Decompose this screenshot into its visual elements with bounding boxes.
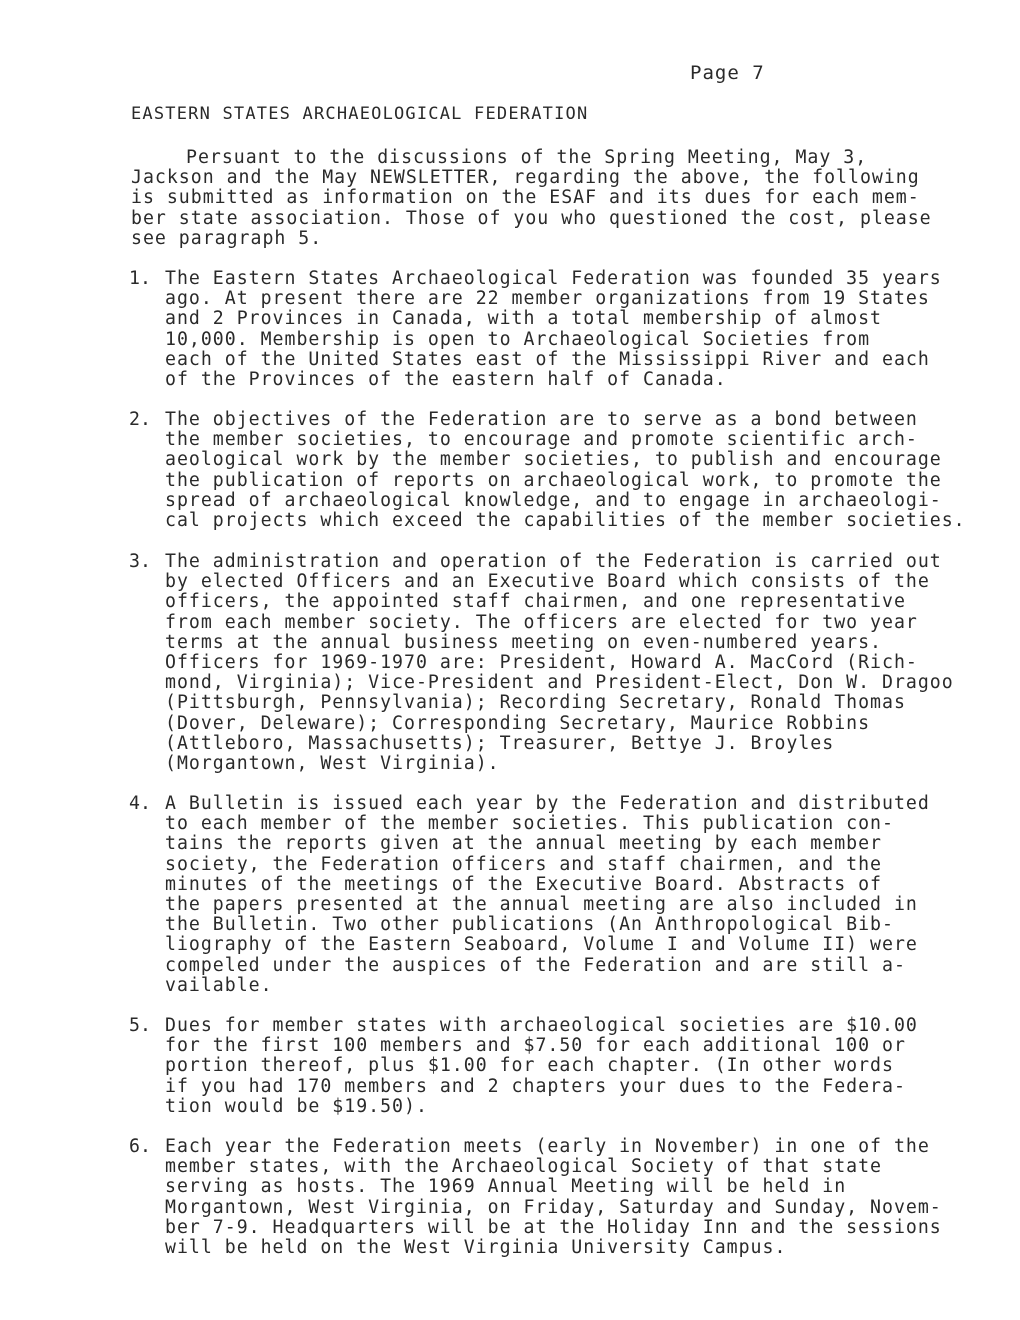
- paragraph-line: (Pittsburgh, Pennsylvania); Recording Secretary, Ronald Thomas: [165, 692, 906, 714]
- paragraph-line: A Bulletin is issued each year by the Federation and distributed: [165, 793, 930, 814]
- paragraph-line: 10,000. Membership is open to Archaeological Societies from: [165, 328, 871, 350]
- paragraph-line: the papers presented at the annual meeting are also included in: [165, 894, 918, 915]
- paragraph-line: will be held on the West Virginia University Campus.: [165, 1237, 787, 1258]
- paragraph-line: Officers for 1969-1970 are: President, Howard A. MacCord (Rich-: [165, 652, 918, 673]
- paragraph-line: if you had 170 members and 2 chapters your dues to the Federa-: [165, 1075, 906, 1097]
- intro-line: is submitted as information on the ESAF and its dues for each mem-: [131, 187, 920, 209]
- intro-line: see paragraph 5.: [131, 227, 323, 249]
- paragraph-line: Morgantown, West Virginia, on Friday, Saturday and Sunday, Novem-: [165, 1196, 942, 1218]
- paragraph-line: ago. At present there are 22 member organizations from 19 States: [165, 288, 930, 310]
- paragraph-line: for the first 100 members and $7.50 for each additional 100 or: [165, 1035, 906, 1057]
- page-number: Page 7: [690, 62, 765, 84]
- paragraph-line: tains the reports given at the annual meeting by each member: [165, 833, 882, 855]
- paragraph-line: by elected Officers and an Executive Board which consists of the: [165, 571, 930, 593]
- paragraph-line: (Morgantown, West Virginia).: [165, 753, 500, 774]
- paragraph-line: tion would be $19.50).: [165, 1095, 428, 1117]
- paragraph-number: 3.: [129, 551, 151, 572]
- paragraph-line: The objectives of the Federation are to serve as a bond between: [165, 409, 918, 430]
- paragraph-line: officers, the appointed staff chairmen, and one representative: [165, 591, 906, 613]
- paragraph-line: to each member of the member societies. This publication con-: [165, 813, 894, 835]
- paragraph-line: portion thereof, plus $1.00 for each chapter. (In other words: [165, 1055, 894, 1077]
- paragraph-line: the publication of reports on archaeological work, to promote the: [165, 469, 942, 491]
- intro-line: Persuant to the discussions of the Spring Meeting, May 3,: [186, 147, 868, 168]
- paragraph-line: cal projects which exceed the capabilities of the member societies.: [165, 510, 966, 531]
- paragraph-line: compeled under the auspices of the Federation and are still a-: [165, 954, 906, 976]
- intro-line: Jackson and the May NEWSLETTER, regarding the above, the following: [131, 167, 920, 189]
- paragraph-line: spread of archaeological knowledge, and to engage in archaeologi-: [165, 489, 942, 511]
- paragraph-line: from each member society. The officers are elected for two year: [165, 611, 918, 633]
- paragraph-line: of the Provinces of the eastern half of Canada.: [165, 369, 727, 390]
- paragraph-number: 2.: [129, 409, 151, 430]
- paragraph-line: liography of the Eastern Seaboard, Volume I and Volume II) were: [165, 934, 918, 956]
- paragraph-line: Dues for member states with archaeological societies are $10.00: [165, 1015, 918, 1036]
- paragraph-number: 4.: [129, 793, 151, 814]
- paragraph-line: terms at the annual business meeting on even-numbered years.: [165, 631, 882, 653]
- paragraph-line: member states, with the Archaeological Society of that state: [165, 1156, 882, 1178]
- paragraph-line: and 2 Provinces in Canada, with a total membership of almost: [165, 308, 882, 330]
- paragraph-line: The Eastern States Archaeological Federation was founded 35 years: [165, 268, 942, 289]
- paragraph-number: 6.: [129, 1136, 151, 1157]
- paragraph-line: the member societies, to encourage and promote scientific arch-: [165, 429, 918, 451]
- paragraph-line: Each year the Federation meets (early in November) in one of the: [165, 1136, 930, 1157]
- paragraph-line: the Bulletin. Two other publications (An Anthropological Bib-: [165, 914, 894, 936]
- paragraph-line: each of the United States east of the Mississippi River and each: [165, 348, 930, 370]
- paragraph-line: vailable.: [165, 974, 273, 996]
- document-heading: EASTERN STATES ARCHAEOLOGICAL FEDERATION: [131, 104, 589, 124]
- paragraph-number: 5.: [129, 1015, 151, 1036]
- paragraph-line: (Dover, Deleware); Corresponding Secretary, Maurice Robbins: [165, 712, 871, 734]
- paragraph-line: (Attleboro, Massachusetts); Treasurer, Bettye J. Broyles: [165, 732, 835, 754]
- paragraph-line: The administration and operation of the Federation is carried out: [165, 551, 942, 572]
- paragraph-line: minutes of the meetings of the Executive Board. Abstracts of: [165, 873, 882, 895]
- paragraph-line: society, the Federation officers and staff chairmen, and the: [165, 853, 882, 875]
- paragraph-line: mond, Virginia); Vice-President and President-Elect, Don W. Dragoo: [165, 672, 954, 694]
- paragraph-line: aeological work by the member societies, to publish and encourage: [165, 449, 942, 471]
- intro-line: ber state association. Those of you who questioned the cost, please: [131, 207, 932, 229]
- paragraph-line: ber 7-9. Headquarters will be at the Holiday Inn and the sessions: [165, 1216, 942, 1238]
- paragraph-line: serving as hosts. The 1969 Annual Meeting will be held in: [165, 1176, 847, 1198]
- paragraph-number: 1.: [129, 268, 151, 289]
